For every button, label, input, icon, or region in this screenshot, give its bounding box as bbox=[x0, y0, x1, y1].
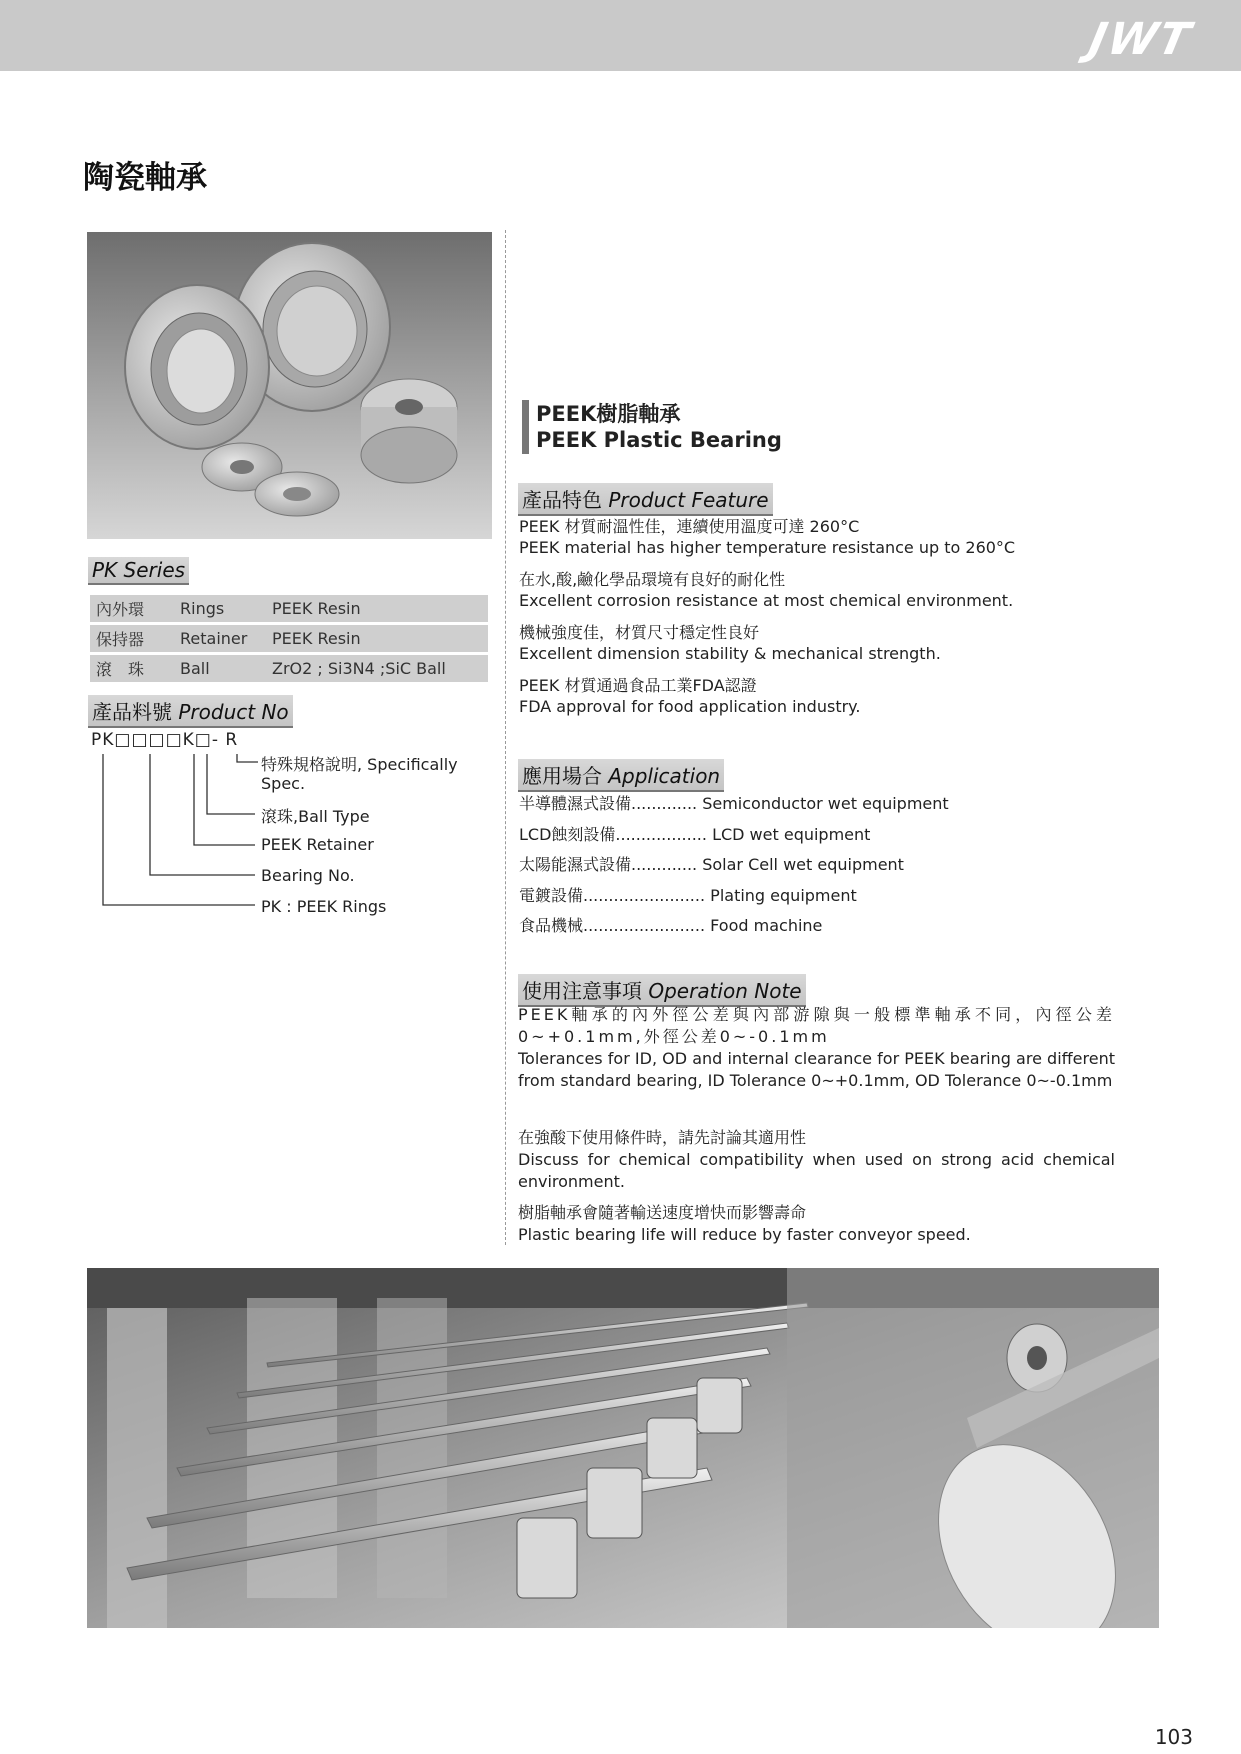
feature-item: PEEK 材質通過食品工業FDA認證 FDA approval for food application industry. bbox=[519, 676, 861, 716]
feature-item: 機械強度佳，材質尺寸穩定性良好 Excellent dimension stability & mechanical strength. bbox=[519, 623, 941, 663]
header-bar bbox=[0, 0, 1241, 71]
legend-ball-type: 滾珠,Ball Type bbox=[261, 807, 370, 826]
title-bar bbox=[522, 400, 529, 454]
product-title-en: PEEK Plastic Bearing bbox=[536, 428, 782, 452]
legend-rings: PK : PEEK Rings bbox=[261, 897, 387, 916]
feature-item: 在水,酸,鹼化學品環境有良好的耐化性 Excellent corrosion resistance at most chemical environment. bbox=[519, 570, 1014, 610]
operation-note: PEEK軸承的內外徑公差與內部游隙與一般標準軸承不同，內徑公差0~+0.1mm,外徑公差0~-0.1mm Tolerances for ID, OD and internal clearance for PEEK bearing are different from standard bearing, ID Tolerance 0~+0.1mm, OD Tolerance 0~-0.1mm bbox=[518, 1005, 1115, 1090]
feature-heading: 產品特色 Product Feature bbox=[518, 483, 773, 516]
product-code-diagram bbox=[95, 750, 265, 920]
table-row bbox=[90, 595, 488, 622]
pk-series-heading: PK Series bbox=[88, 557, 189, 585]
product-title-zh: PEEK樹脂軸承 bbox=[536, 402, 681, 426]
operation-note: 樹脂軸承會隨著輸送速度增快而影響壽命 Plastic bearing life will reduce by faster conveyor speed. bbox=[518, 1203, 971, 1244]
list-item: 電鍍設備........................ Plating equipment bbox=[519, 886, 857, 905]
part-zh: 滾 珠 bbox=[90, 655, 174, 682]
part-zh: 保持器 bbox=[90, 625, 174, 652]
product-code: PK□□□□K□- R bbox=[91, 730, 239, 750]
list-item: 半導體濕式設備............. Semiconductor wet equipment bbox=[519, 794, 949, 813]
operation-note: 在強酸下使用條件時，請先討論其適用性 Discuss for chemical compatibility when used on strong acid chemical environment. bbox=[518, 1128, 1115, 1191]
part-zh: 內外環 bbox=[90, 595, 174, 622]
list-item: 食品機械........................ Food machine bbox=[519, 916, 823, 935]
application-heading: 應用場合 Application bbox=[518, 759, 724, 792]
product-no-heading: 產品料號 Product No bbox=[88, 695, 293, 728]
table-row bbox=[90, 655, 488, 682]
legend-retainer: PEEK Retainer bbox=[261, 835, 374, 854]
page-number: 103 bbox=[1154, 1725, 1193, 1749]
part-en: Rings bbox=[174, 595, 266, 622]
feature-item: PEEK 材質耐溫性佳，連續使用溫度可達 260°C PEEK material has higher temperature resistance up to 260°C bbox=[519, 517, 1016, 557]
brand-logo: JWT bbox=[1084, 14, 1197, 65]
material: PEEK Resin bbox=[266, 595, 488, 622]
material: PEEK Resin bbox=[266, 625, 488, 652]
part-en: Ball bbox=[174, 655, 266, 682]
legend-bearing-no: Bearing No. bbox=[261, 866, 355, 885]
bearings-photo bbox=[87, 232, 492, 539]
part-en: Retainer bbox=[174, 625, 266, 652]
list-item: 太陽能濕式設備............. Solar Cell wet equipment bbox=[519, 855, 904, 874]
conveyor-machine-photo bbox=[87, 1268, 1159, 1628]
material: ZrO2 ; Si3N4 ;SiC Ball bbox=[266, 655, 488, 682]
column-divider bbox=[505, 230, 506, 1245]
page-title: 陶瓷軸承 bbox=[83, 160, 207, 196]
operation-heading: 使用注意事項 Operation Note bbox=[518, 974, 806, 1007]
legend-spec: Spec. bbox=[261, 774, 306, 793]
table-row bbox=[90, 625, 488, 652]
legend-special-spec: 特殊規格說明, Specifically bbox=[261, 755, 458, 774]
pk-series-table bbox=[90, 592, 488, 685]
list-item: LCD蝕刻設備.................. LCD wet equipment bbox=[519, 825, 871, 844]
